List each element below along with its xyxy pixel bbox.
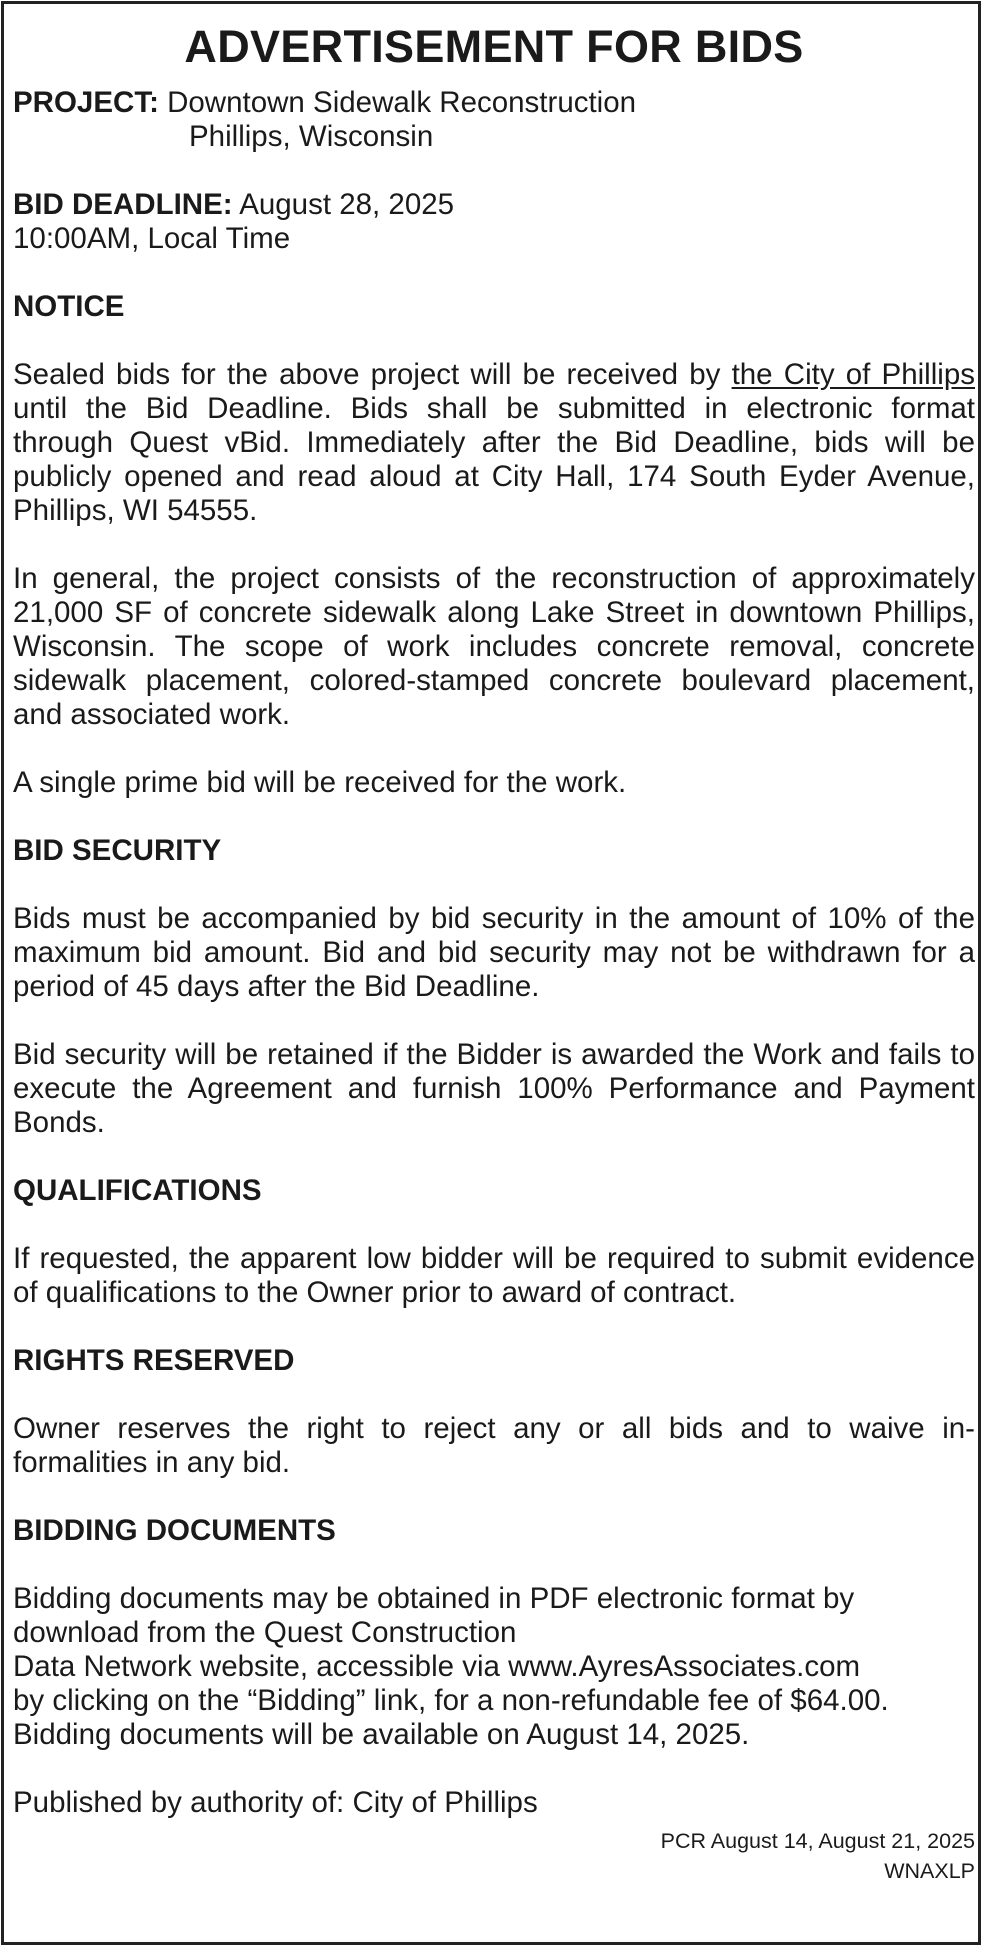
bidding-documents-line-2: download from the Quest Construction	[13, 1616, 517, 1649]
bid-security-heading: BID SECURITY	[13, 834, 222, 867]
bidding-documents-line-1: Bidding documents may be obtained in PDF electronic format by	[13, 1582, 855, 1615]
deadline-date: August 28, 2025	[239, 188, 455, 221]
bidding-documents-line-4: by clicking on the “Bidding” link, for a non-refundable fee of $64.00.	[13, 1684, 889, 1717]
rights-reserved-heading: RIGHTS RESERVED	[13, 1344, 295, 1377]
qualifications-paragraph: If requested, the apparent low bidder will be required to submit evidence of qualifications to the Owner prior to award of contract.	[13, 1242, 975, 1309]
project-block	[13, 86, 975, 154]
deadline-block	[13, 188, 975, 256]
notice-paragraph-2: In general, the project consists of the reconstruction of approximately 21,000 SF of concrete sidewalk along Lake Street in downtown Phillips, Wisconsin. The scope of work includes concrete removal, concrete sidewalk placement, colored-stamped concrete boulevard placement, and associated work.	[13, 562, 975, 731]
advertisement-body	[13, 20, 975, 1886]
bid-security-paragraph-1: Bids must be accompanied by bid security in the amount of 10% of the maximum bid amount. Bid and bid security may not be withdrawn for a period of 45 days after the Bid Deadline.	[13, 902, 975, 1003]
publication-dates: PCR August 14, August 21, 2025	[660, 1829, 975, 1853]
bidding-documents-paragraph	[13, 1582, 975, 1752]
notice-p1-post: until the Bid Deadline. Bids shall be submitted in electronic format through Quest vBid. Immediately after the Bid Deadline, bids will be publicly opened and read aloud at City Hall, 174 South Eyder Avenue, Phillips, WI 54555.	[13, 392, 975, 527]
project-name: Downtown Sidewalk Reconstruction	[167, 86, 637, 119]
publication-code: WNAXLP	[884, 1859, 975, 1883]
rights-reserved-paragraph: Owner reserves the right to reject any or all bids and to waive informalities in any bid.	[13, 1412, 975, 1479]
notice-heading: NOTICE	[13, 290, 125, 323]
project-location: Phillips, Wisconsin	[189, 120, 434, 153]
bid-security-paragraph-2: Bid security will be retained if the Bidder is awarded the Work and fails to execute the Agreement and furnish 100% Performance and Payment Bonds.	[13, 1038, 975, 1139]
bidding-documents-line-5: Bidding documents will be available on August 14, 2025.	[13, 1718, 750, 1751]
notice-p1-pre: Sealed bids for the above project will be received by	[13, 358, 732, 391]
notice-paragraph-3: A single prime bid will be received for the work.	[13, 766, 627, 799]
project-label: PROJECT:	[13, 86, 159, 119]
deadline-time: 10:00AM, Local Time	[13, 222, 291, 255]
notice-owner: the City of Phillips	[731, 358, 975, 391]
published-by: Published by authority of: City of Phillips	[13, 1786, 538, 1819]
page-title: ADVERTISEMENT FOR BIDS	[184, 21, 804, 72]
qualifications-heading: QUALIFICATIONS	[13, 1174, 262, 1207]
bidding-documents-heading: BIDDING DOCUMENTS	[13, 1514, 336, 1547]
notice-paragraph-1	[13, 358, 975, 528]
bidding-documents-line-3: Data Network website, accessible via www.AyresAssociates.com	[13, 1650, 861, 1683]
deadline-label: BID DEADLINE:	[13, 188, 233, 221]
